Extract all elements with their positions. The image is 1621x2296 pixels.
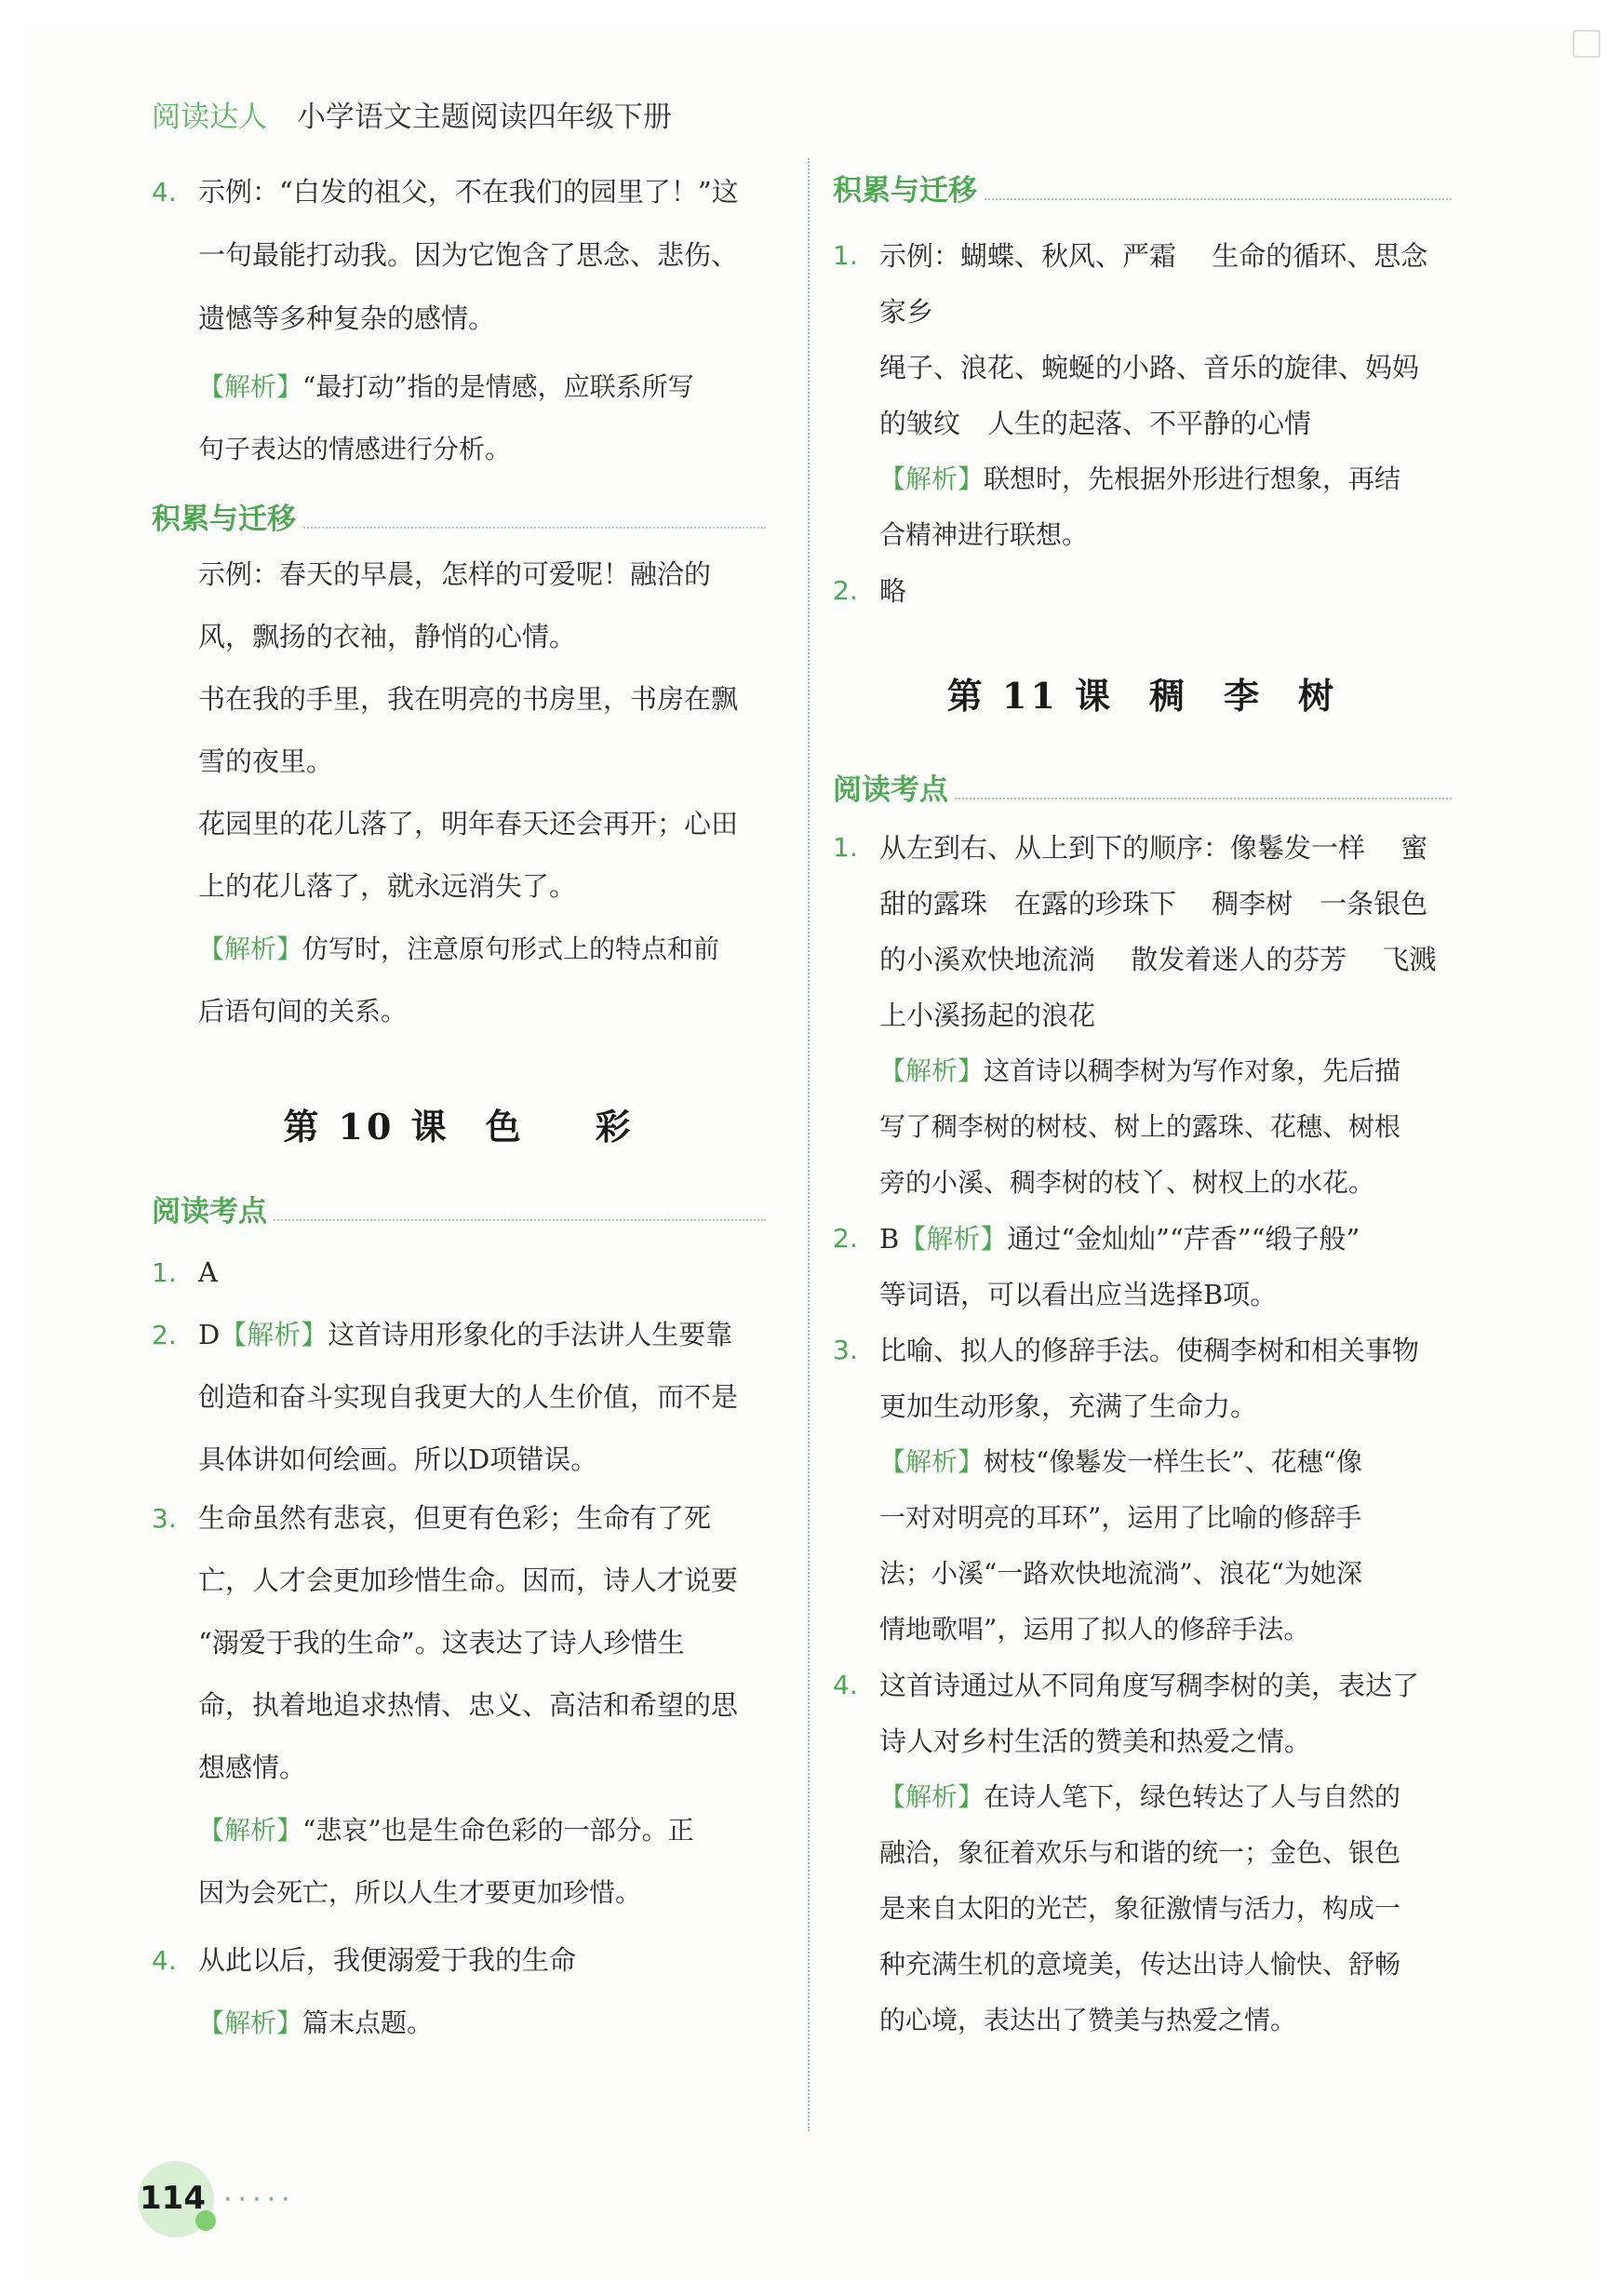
lesson-title-char: 彩 <box>595 1106 635 1148</box>
section-title: 阅读考点 <box>833 773 954 807</box>
answer-item <box>833 563 1452 619</box>
item-number: 4. <box>833 1670 858 1700</box>
answer-line: 遗憾等多种复杂的感情。 <box>198 302 496 334</box>
analysis-line: 因为会死亡，所以人生才要更加珍惜。 <box>198 1877 642 1908</box>
answer-line: 从左到右、从上到下的顺序：像鬈发一样 蜜 <box>879 832 1428 864</box>
column-divider <box>808 158 810 2131</box>
answer-item <box>833 1323 1452 1434</box>
right-column <box>833 172 1452 2048</box>
footer-dots: ····· <box>223 2183 296 2216</box>
analysis <box>152 356 766 480</box>
analysis-line: 具体讲如何绘画。所以D项错误。 <box>198 1443 598 1475</box>
analysis-line: 情地歌唱”，运用了拟人的修辞手法。 <box>879 1614 1310 1645</box>
left-column <box>152 172 766 2054</box>
lesson-title-char: 色 <box>485 1106 525 1148</box>
answer-line: 甜的露珠 在露的珍珠下 稠李树 一条银色 <box>879 888 1428 920</box>
answer-line: 生命虽然有悲哀，但更有色彩；生命有了死 <box>198 1502 712 1534</box>
lesson-number: 第 10 课 <box>283 1106 450 1148</box>
analysis-line: 通过“金灿灿”“芹香”“缎子般” <box>1007 1223 1360 1255</box>
analysis-line: 句子表达的情感进行分析。 <box>198 434 512 464</box>
item-number: 2. <box>833 1223 858 1254</box>
analysis-line: 写了稠李树的树枝、树上的露珠、花穗、树根 <box>879 1111 1401 1142</box>
analysis-line: 后语句间的关系。 <box>198 996 408 1027</box>
answer-item <box>152 1487 766 1799</box>
answer-item <box>152 172 766 339</box>
lesson-title-char: 稠 <box>1149 675 1189 717</box>
analysis-tag: 【解析】 <box>220 1319 328 1350</box>
answer-line: 亡，人才会更加珍惜生命。因而，诗人才说要 <box>198 1564 739 1596</box>
lesson-10-title <box>152 1098 766 1173</box>
corner-mark-icon <box>1573 30 1601 58</box>
example-line: 示例：春天的早晨，怎样的可爱呢！融洽的 <box>198 558 712 590</box>
example-line: 风，飘扬的衣袖，静悄的心情。 <box>198 621 577 652</box>
analysis-line: 旁的小溪、稠李树的枝丫、树杈上的水花。 <box>879 1167 1375 1198</box>
answer-item <box>833 1658 1452 1769</box>
analysis-line: 这首诗用形象化的手法讲人生要靠 <box>328 1319 733 1350</box>
section-heading <box>152 1193 766 1230</box>
item-number: 1. <box>833 240 858 271</box>
section-title: 积累与迁移 <box>833 174 983 208</box>
section-title: 阅读考点 <box>152 1195 273 1229</box>
series-brand: 阅读达人 <box>152 101 267 134</box>
imitation-examples <box>152 544 766 918</box>
analysis-tag: 【解析】 <box>899 1223 1008 1255</box>
item-number: 2. <box>833 575 858 606</box>
book-title: 小学语文主题阅读四年级下册 <box>296 101 672 134</box>
analysis-line: 一对对明亮的耳环”，运用了比喻的修辞手 <box>879 1502 1362 1533</box>
analysis-line: 法；小溪“一路欢快地流淌”、浪花“为她深 <box>879 1558 1362 1589</box>
analysis-tag: 【解析】 <box>198 2007 303 2038</box>
analysis-tag: 【解析】 <box>198 371 303 402</box>
lesson-title-char: 李 <box>1224 675 1264 717</box>
answer-line: 示例：蝴蝶、秋风、严霜 生命的循环、思念 <box>879 240 1428 272</box>
analysis-line: 树枝“像鬈发一样生长”、花穗“像 <box>984 1446 1362 1477</box>
answer-line: 这首诗通过从不同角度写稠李树的美，表达了 <box>879 1670 1420 1701</box>
analysis <box>152 1799 766 1924</box>
page-header <box>152 93 672 135</box>
answer-line: 示例：“白发的祖父，不在我们的园里了！”这 <box>198 176 739 208</box>
analysis-tag: 【解析】 <box>879 1781 985 1812</box>
analysis-line: 创造和奋斗实现自我更大的人生价值，而不是 <box>198 1381 739 1413</box>
analysis-line: “最打动”指的是情感，应联系所写 <box>302 371 694 402</box>
analysis-line: 这首诗以稠李树为写作对象，先后描 <box>984 1055 1401 1086</box>
analysis-line: “悲哀”也是生命色彩的一部分。正 <box>302 1815 694 1846</box>
answer-line: 家乡 <box>879 296 934 328</box>
lesson-title-char: 树 <box>1298 675 1338 717</box>
answer-line: 一句最能打动我。因为它饱含了思念、悲伤、 <box>198 239 739 271</box>
analysis <box>833 451 1452 563</box>
answer-item <box>833 228 1452 451</box>
section-heading <box>152 501 766 538</box>
analysis <box>152 918 766 1042</box>
example-line: 花园里的花儿落了，明年春天还会再开；心田 <box>198 808 739 839</box>
answer-line: 上小溪扬起的浪花 <box>879 1000 1096 1031</box>
item-number: 1. <box>833 832 858 863</box>
answer-item <box>152 1929 766 1992</box>
analysis-line: 种充满生机的意境美，传达出诗人愉快、舒畅 <box>879 1949 1401 1980</box>
answer-item <box>152 1304 766 1491</box>
answer-choice: D <box>198 1319 221 1350</box>
answer-text: 从此以后，我便溺爱于我的生命 <box>198 1944 577 1976</box>
analysis <box>833 1769 1452 2048</box>
answer-line: 诗人对乡村生活的赞美和热爱之情。 <box>879 1725 1312 1757</box>
analysis <box>833 1043 1452 1211</box>
item-number: 4. <box>152 177 177 208</box>
answer-line: 想感情。 <box>198 1752 307 1783</box>
analysis-tag: 【解析】 <box>198 933 303 964</box>
item-number: 2. <box>152 1320 177 1350</box>
analysis-line: 的心境，表达出了赞美与热爱之情。 <box>879 2005 1297 2035</box>
answer-text: 略 <box>879 575 907 607</box>
analysis <box>152 1992 766 2054</box>
answer-line: 的小溪欢快地流淌 散发着迷人的芬芳 飞溅 <box>879 944 1437 975</box>
analysis-tag: 【解析】 <box>879 463 985 494</box>
lesson-11-title <box>833 667 1452 751</box>
section-heading <box>833 172 1452 209</box>
lesson-number: 第 11 课 <box>946 675 1115 717</box>
answer-item <box>833 820 1452 1043</box>
analysis-tag: 【解析】 <box>198 1815 303 1846</box>
item-number: 1. <box>152 1257 177 1288</box>
answer-line: 绳子、浪花、蜿蜒的小路、音乐的旋律、妈妈 <box>879 352 1420 383</box>
analysis-line: 等词语，可以看出应当选择B项。 <box>879 1279 1278 1310</box>
answer-line: 更加生动形象，充满了生命力。 <box>879 1390 1258 1422</box>
item-number: 3. <box>833 1335 858 1365</box>
analysis-line: 联想时，先根据外形进行想象，再结 <box>984 463 1401 494</box>
analysis-line: 篇末点题。 <box>302 2007 434 2038</box>
section-title: 积累与迁移 <box>152 503 301 536</box>
answer-text: A <box>198 1256 218 1288</box>
analysis-tag: 【解析】 <box>879 1446 985 1477</box>
analysis-line: 融洽，象征着欢乐与和谐的统一；金色、银色 <box>879 1837 1401 1868</box>
example-line: 雪的夜里。 <box>198 745 334 777</box>
analysis-line: 合精神进行联想。 <box>879 519 1089 550</box>
example-line: 上的花儿落了，就永远消失了。 <box>198 870 577 902</box>
answer-line: “溺爱于我的生命”。这表达了诗人珍惜生 <box>198 1627 685 1658</box>
answer-choice: B <box>879 1223 900 1255</box>
analysis-line: 仿写时，注意原句形式上的特点和前 <box>302 933 720 964</box>
section-heading <box>833 772 1452 809</box>
item-number: 3. <box>152 1503 177 1534</box>
answer-line: 比喻、拟人的修辞手法。使稠李树和相关事物 <box>879 1335 1420 1366</box>
answer-line: 命，执着地追求热情、忠义、高洁和希望的思 <box>198 1689 739 1721</box>
answer-item <box>152 1242 766 1304</box>
analysis-line: 在诗人笔下，绿色转达了人与自然的 <box>984 1781 1401 1812</box>
item-number: 4. <box>152 1945 177 1976</box>
answer-item <box>833 1211 1452 1323</box>
analysis <box>833 1434 1452 1658</box>
analysis-tag: 【解析】 <box>879 1055 985 1086</box>
example-line: 书在我的手里，我在明亮的书房里，书房在飘 <box>198 683 739 715</box>
answer-line: 的皱纹 人生的起落、不平静的心情 <box>879 408 1312 439</box>
analysis-line: 是来自太阳的光芒，象征激情与活力，构成一 <box>879 1893 1401 1924</box>
page-number: 114 <box>140 2180 206 2217</box>
